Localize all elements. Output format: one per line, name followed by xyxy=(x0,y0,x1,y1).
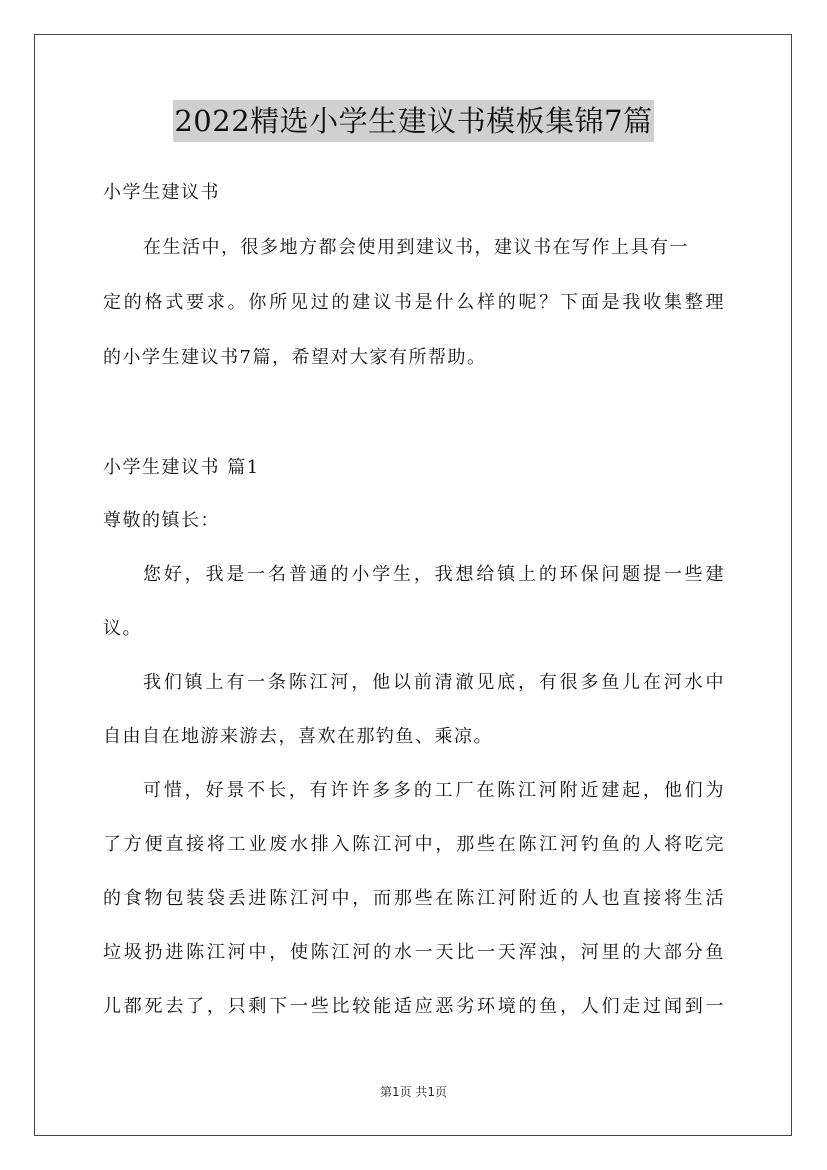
salutation: 尊敬的镇长： xyxy=(103,510,220,531)
page-number-label: 第1页 共1页 xyxy=(379,1085,448,1099)
para3-line-4: 垃圾扔进陈江河中，使陈江河的水一天比一天浑浊，河里的大部分鱼 xyxy=(103,942,725,963)
para3-line-1: 可惜，好景不长，有许许多多的工厂在陈江河附近建起，他们为 xyxy=(143,780,725,801)
para1-line-2: 议。 xyxy=(103,618,142,639)
para3-line-2: 了方便直接将工业废水排入陈江河中，那些在陈江河钓鱼的人将吃完 xyxy=(103,834,725,855)
intro-line-2: 定的格式要求。你所见过的建议书是什么样的呢？下面是我收集整理 xyxy=(103,292,725,313)
intro-line-3: 的小学生建议书7篇，希望对大家有所帮助。 xyxy=(103,347,487,368)
para2-line-1: 我们镇上有一条陈江河，他以前清澈见底，有很多鱼儿在河水中 xyxy=(143,672,725,693)
intro-line-1: 在生活中，很多地方都会使用到建议书，建议书在写作上具有一 xyxy=(143,237,689,258)
para3-line-3: 的食物包装袋丢进陈江河中，而那些在陈江河附近的人也直接将生活 xyxy=(103,888,725,909)
article-heading: 小学生建议书 篇1 xyxy=(103,457,260,478)
section-heading: 小学生建议书 xyxy=(103,182,220,203)
para2-line-2: 自由自在地游来游去，喜欢在那钓鱼、乘凉。 xyxy=(103,726,493,747)
document-title xyxy=(0,100,827,142)
para3-line-5: 儿都死去了，只剩下一些比较能适应恶劣环境的鱼，人们走过闻到一 xyxy=(103,996,725,1017)
page-footer xyxy=(0,1084,827,1100)
document-title-text: 2022精选小学生建议书模板集锦7篇 xyxy=(173,100,653,142)
para1-line-1: 您好，我是一名普通的小学生，我想给镇上的环保问题提一些建 xyxy=(143,564,725,585)
